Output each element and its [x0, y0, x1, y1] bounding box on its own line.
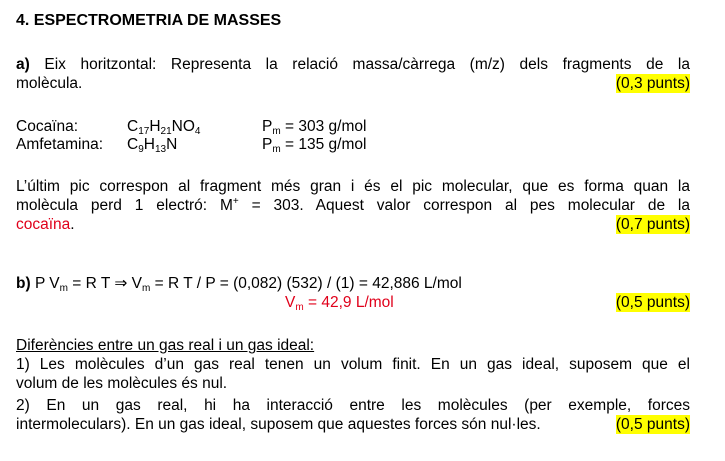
compound-mass-amphetamine: $P_m = 135$ g/mol — [262, 136, 367, 155]
differences-line1: 1) Les molècules d’un gas real tenen un volum finit. En un gas ideal, suposem que el — [16, 356, 690, 373]
paragraph-line3: cocaïna. — [16, 216, 75, 233]
part-b-equation: b) P $V_m = R$ T ⇒ $V_m = R$ T / P = (0,082) (532) / (1) = 42,886 L/mol — [16, 275, 462, 294]
part-a-text: Eix horitzontal: Representa la relació massa/càrrega (m/z) dels fragments de la — [44, 56, 690, 73]
compound-formula-cocaine: $C_{17}H_{21}NO_4$ — [127, 118, 201, 137]
part-a-line1 — [16, 55, 690, 74]
differences-line2: volum de les molècules és nul. — [16, 375, 228, 392]
cocaine-highlight: cocaïna — [16, 216, 71, 233]
part-b-result: $V_m = 42,9$ L/mol — [285, 294, 394, 313]
paragraph-points: (0,7 punts) — [615, 216, 690, 233]
compound-formula-amphetamine: $C_9H_{13}N$ — [127, 136, 178, 155]
part-b-points: (0,5 punts) — [615, 294, 690, 311]
differences-heading: Diferències entre un gas real i un gas ideal: — [16, 337, 315, 354]
section-title: 4. ESPECTROMETRIA DE MASSES — [16, 12, 282, 29]
part-a-line2: molècula. — [16, 75, 83, 92]
paragraph-line2: molècula perd 1 electró: M+ = 303. Aquest valor correspon al pes molecular de la — [16, 196, 690, 214]
compound-name-amphetamine: Amfetamina: — [16, 136, 104, 153]
compound-name-cocaine: Cocaïna: — [16, 118, 79, 135]
differences-points: (0,5 punts) — [615, 416, 690, 433]
differences-line3: 2) En un gas real, hi ha interacció entre les molècules (per exemple, forces — [16, 397, 690, 414]
paragraph-line1: L’últim pic correspon al fragment més gran i és el pic molecular, que es forma quan la — [16, 178, 690, 195]
compound-mass-cocaine: $P_m = 303$ g/mol — [262, 118, 367, 137]
part-b-letter: b) — [16, 275, 31, 292]
part-a-points: (0,3 punts) — [615, 75, 690, 92]
part-a-letter: a) — [16, 56, 30, 73]
differences-line4: intermoleculars). En un gas ideal, suposem que aquestes forces són nul·les. — [16, 416, 541, 433]
